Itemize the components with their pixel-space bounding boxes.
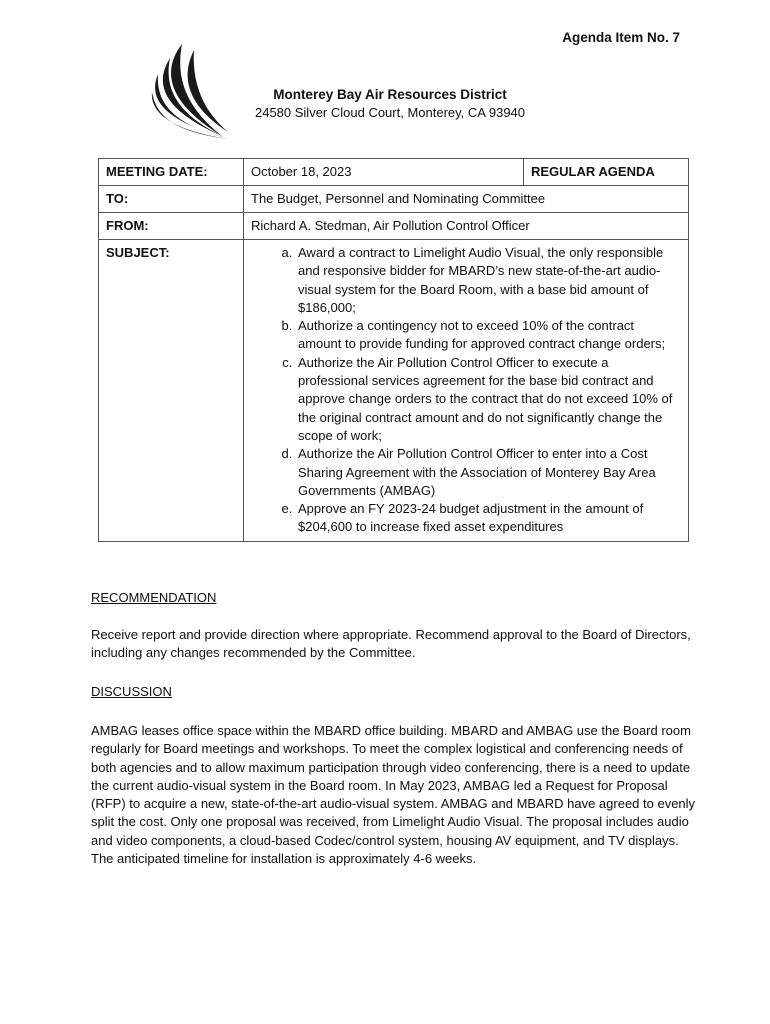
discussion-text: AMBAG leases office space within the MBARD office building. MBARD and AMBAG use the Board room regularly for Board meetings and workshops. To meet the complex logistical and conferencing needs of both agencies and to allow maximum participation through video conferencing, there is a need to update the current audio-visual system in the Board room. In May 2023, AMBAG led a Request for Proposal (RFP) to acquire a new, state-of-the-art audio-visual system. AMBAG and MBARD have agreed to evenly split the cost. Only one proposal was received, from Limelight Audio Visual. The proposal includes audio and video components, a cloud-based Codec/control system, housing AV equipment, and TV displays. The anticipated timeline for installation is approximately 4-6 weeks. [91, 723, 696, 867]
subject-value [244, 240, 689, 542]
agenda-type: REGULAR AGENDA [524, 159, 689, 186]
subject-item-e: e. Approve an FY 2023-24 budget adjustment in the amount of $204,600 to increase fixed asset expenditures [296, 500, 681, 537]
subject-item-c: c. Authorize the Air Pollution Control Officer to execute a professional services agreement for the base bid contract and approve change orders to the contract that do not exceed 10% of the original contract amount and do not significantly change the scope of work; [296, 354, 681, 445]
from-row [99, 213, 689, 240]
meeting-date-value: October 18, 2023 [244, 159, 524, 186]
to-label: TO: [99, 186, 244, 213]
discussion-heading: DISCUSSION [91, 684, 172, 699]
meeting-date-row [99, 159, 689, 186]
from-label: FROM: [99, 213, 244, 240]
subject-item-a: a. Award a contract to Limelight Audio Visual, the only responsible and responsive bidder for MBARD’s new state-of-the-art audio-visual system for the Board Room, with a base bid amount of $186,000; [296, 244, 681, 317]
subject-list [251, 244, 681, 537]
organization-name: Monterey Bay Air Resources District [273, 87, 507, 102]
agenda-item-number: Agenda Item No. 7 [562, 30, 680, 45]
from-value: Richard A. Stedman, Air Pollution Control Officer [244, 213, 689, 240]
meeting-date-label: MEETING DATE: [99, 159, 244, 186]
subject-item-b: b. Authorize a contingency not to exceed 10% of the contract amount to provide funding for approved contract change orders; [296, 317, 681, 354]
mbard-logo-icon [148, 40, 238, 140]
subject-item-d: d. Authorize the Air Pollution Control Officer to enter into a Cost Sharing Agreement with the Association of Monterey Bay Area Governments (AMBAG) [296, 445, 681, 500]
organization-address: 24580 Silver Cloud Court, Monterey, CA 93940 [254, 105, 526, 120]
to-value: The Budget, Personnel and Nominating Committee [244, 186, 689, 213]
memo-header-table [98, 158, 689, 542]
recommendation-text: Receive report and provide direction where appropriate. Recommend approval to the Board of Directors, including any changes recommended by the Committee. [91, 627, 691, 661]
subject-row [99, 240, 689, 542]
subject-label: SUBJECT: [99, 240, 244, 542]
recommendation-heading: RECOMMENDATION [91, 590, 217, 605]
letterhead [240, 86, 540, 122]
to-row [99, 186, 689, 213]
